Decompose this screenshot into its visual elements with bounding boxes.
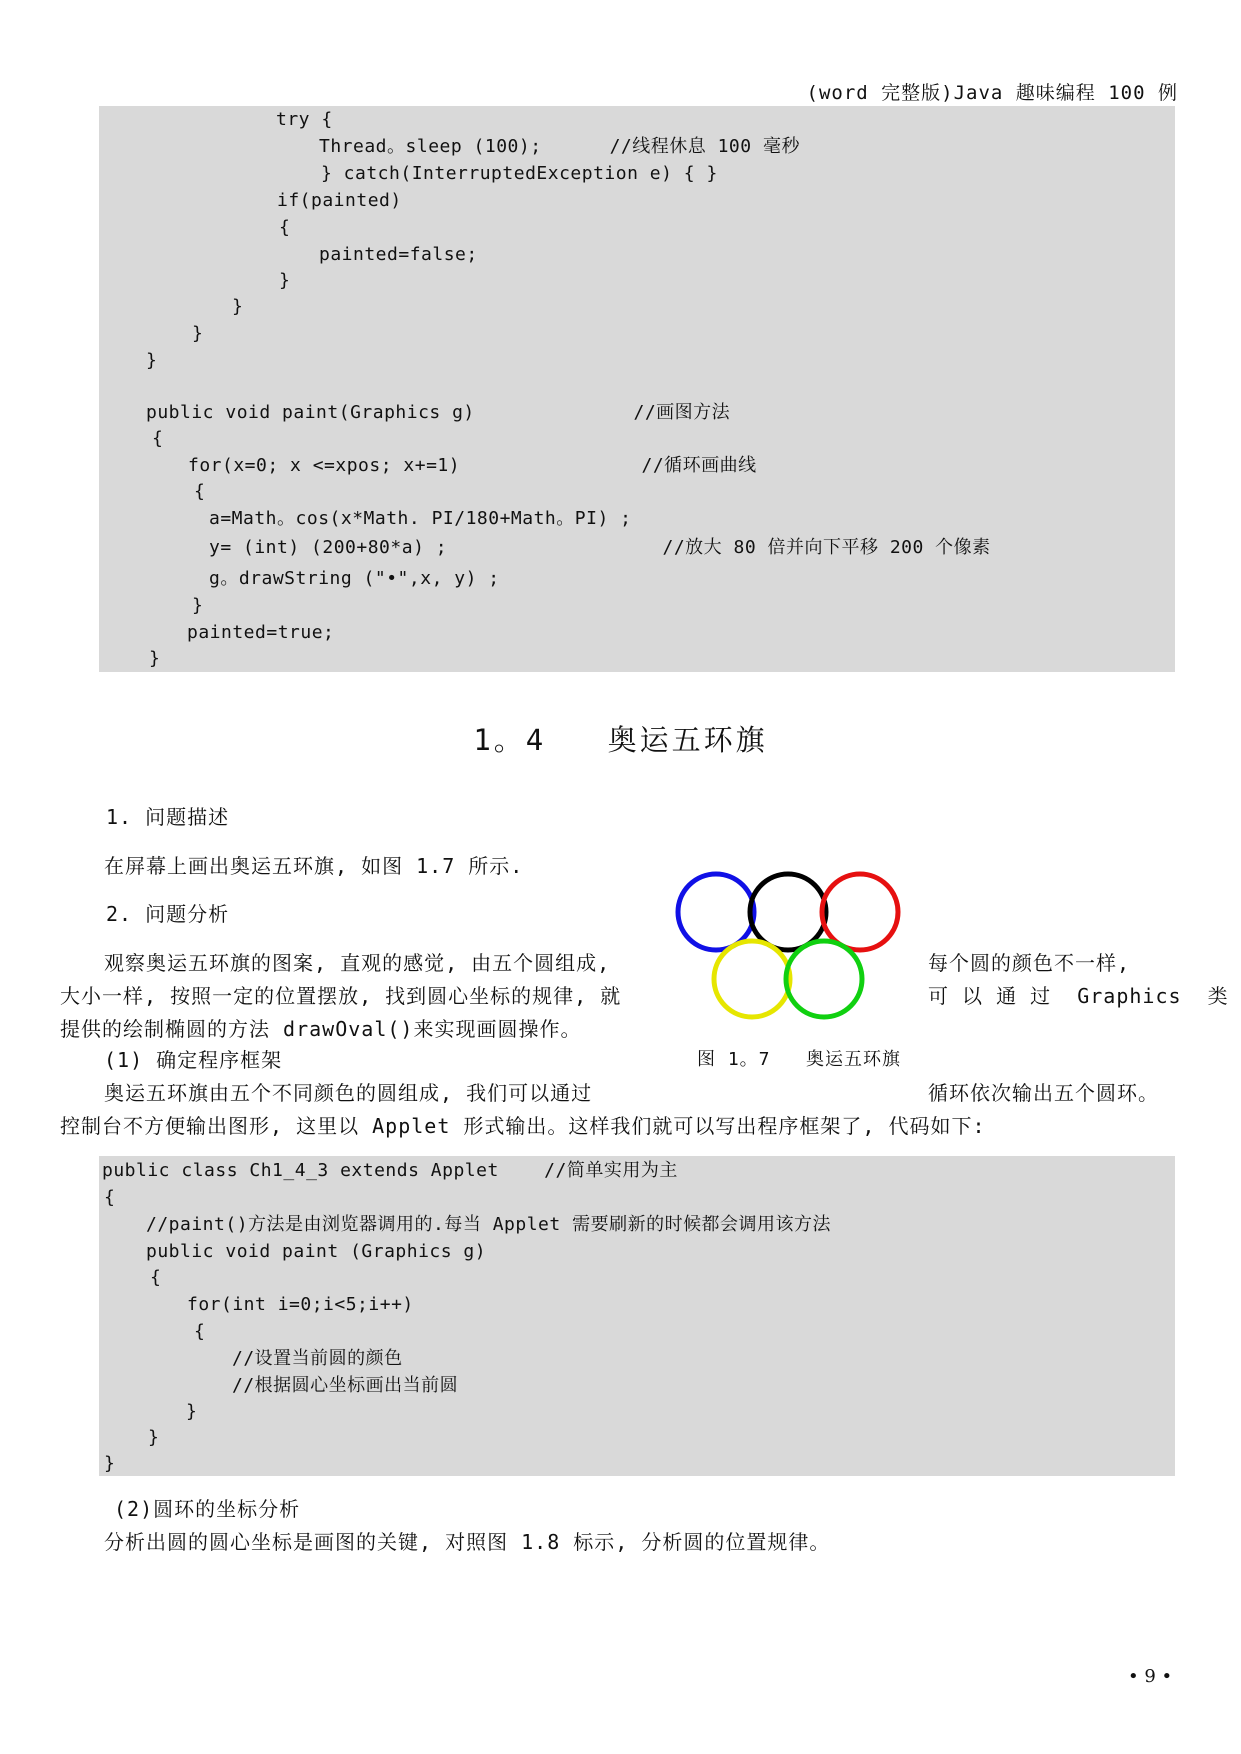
code-line: } (186, 1401, 198, 1422)
page-number: • 9 • (1128, 1666, 1173, 1687)
subheading-coordinate-analysis: (2)圆环的坐标分析 (114, 1497, 301, 1521)
code-line: } (149, 648, 161, 669)
code-line: for(int i=0;i<5;i++) (187, 1294, 414, 1315)
paragraph: 在屏幕上画出奥运五环旗, 如图 1.7 所示. (104, 854, 524, 878)
code-line: } catch(InterruptedException e) { } (321, 163, 718, 184)
code-line: } (192, 595, 204, 616)
paragraph: 循环依次输出五个圆环。 (928, 1081, 1159, 1105)
code-line: } (192, 323, 204, 344)
code-line: Thread。sleep (100); //线程休息 100 毫秒 (319, 136, 800, 157)
code-line: } (232, 296, 244, 317)
code-line: y= (int) (200+80*a) ; //放大 80 倍并向下平移 200 个像素 (209, 537, 991, 558)
code-block-thread (99, 106, 1175, 672)
code-line: { (152, 428, 164, 449)
code-line: { (104, 1187, 116, 1208)
green-ring (786, 941, 862, 1017)
red-ring (822, 874, 898, 950)
paragraph: 分析出圆的圆心坐标是画图的关键, 对照图 1.8 标示, 分析圆的位置规律。 (104, 1530, 831, 1554)
code-line: //paint()方法是由浏览器调用的.每当 Applet 需要刷新的时候都会调用该方法 (146, 1214, 832, 1235)
paragraph: 提供的绘制椭圆的方法 drawOval()来实现画圆操作。 (60, 1017, 582, 1041)
code-line: public class Ch1_4_3 extends Applet //简单实用为主 (102, 1160, 678, 1181)
code-line: painted=true; (187, 622, 335, 643)
paragraph: 控制台不方便输出图形, 这里以 Applet 形式输出。这样我们就可以写出程序框架了, 代码如下: (60, 1114, 986, 1138)
code-line: } (279, 270, 291, 291)
code-line: public void paint(Graphics g) //画图方法 (146, 402, 731, 423)
olympic-rings-figure (672, 868, 912, 1026)
code-line: try { (276, 109, 333, 130)
blue-ring (678, 874, 754, 950)
code-line: } (146, 350, 158, 371)
code-line: //设置当前圆的颜色 (232, 1348, 403, 1369)
code-line: { (194, 481, 206, 502)
code-line: g。drawString ("•",x, y) ; (209, 568, 500, 589)
code-line: } (148, 1427, 160, 1448)
paragraph: 可 以 通 过 Graphics 类 (928, 984, 1229, 1008)
code-line: public void paint (Graphics g) (146, 1241, 487, 1262)
code-line: painted=false; (319, 244, 478, 265)
document-title: (word 完整版)Java 趣味编程 100 例 (806, 82, 1178, 104)
paragraph: 观察奥运五环旗的图案, 直观的感觉, 由五个圆组成, (104, 951, 611, 975)
heading-problem-analysis: 2. 问题分析 (106, 902, 230, 926)
figure-caption: 图 1。7 奥运五环旗 (697, 1049, 902, 1070)
code-line: } (104, 1453, 116, 1474)
code-line: if(painted) (277, 190, 402, 211)
section-title: 1。4 奥运五环旗 (473, 723, 768, 757)
code-line: { (279, 217, 291, 238)
heading-problem-description: 1. 问题描述 (106, 805, 230, 829)
code-line: //根据圆心坐标画出当前圆 (232, 1375, 459, 1396)
paragraph: 大小一样, 按照一定的位置摆放, 找到圆心坐标的规律, 就 (60, 984, 622, 1008)
subheading-program-frame: (1) 确定程序框架 (104, 1048, 283, 1072)
code-line: { (150, 1267, 162, 1288)
code-line: a=Math。cos(x*Math. PI/180+Math。PI) ; (209, 508, 632, 529)
yellow-ring (714, 941, 790, 1017)
code-line: for(x=0; x <=xpos; x+=1) //循环画曲线 (188, 455, 757, 476)
black-ring (750, 874, 826, 950)
paragraph: 奥运五环旗由五个不同颜色的圆组成, 我们可以通过 (104, 1081, 593, 1105)
paragraph: 每个圆的颜色不一样, (928, 951, 1131, 975)
code-line: { (194, 1321, 206, 1342)
code-block-applet (99, 1156, 1175, 1476)
